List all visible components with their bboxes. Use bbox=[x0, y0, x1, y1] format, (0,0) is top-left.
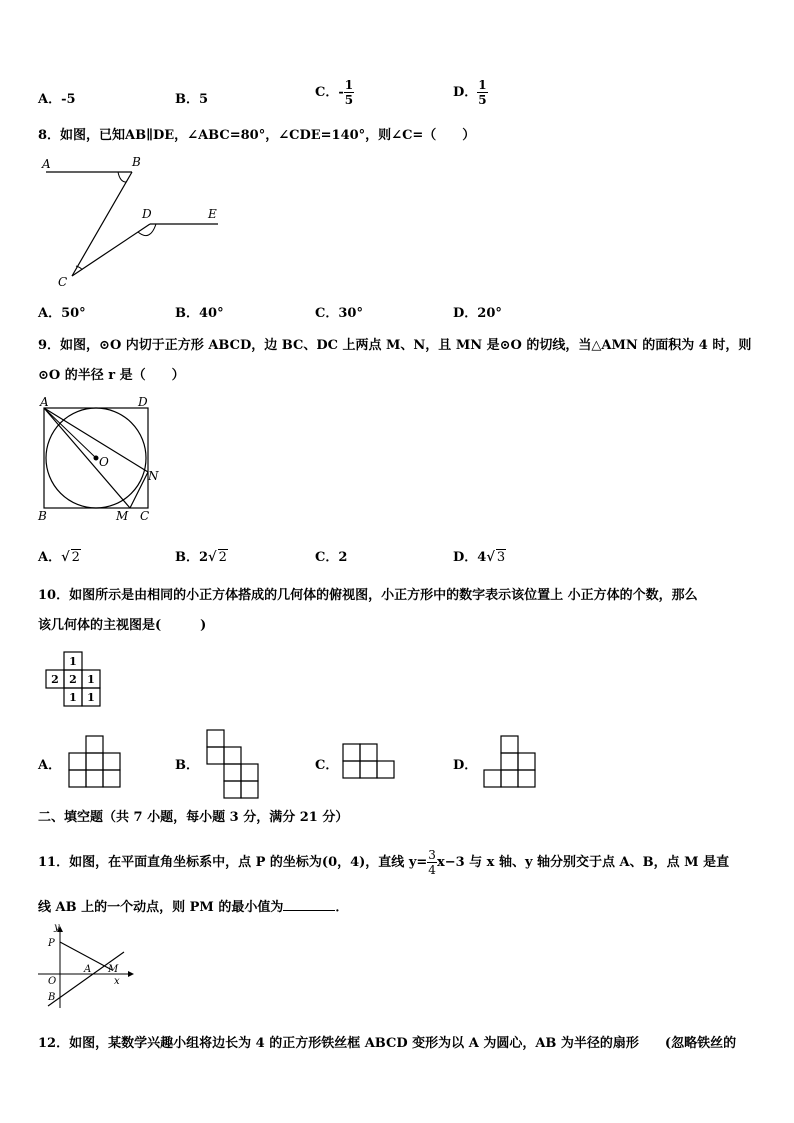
section-title: 二、填空题（共 7 小题，每小题 3 分，满分 21 分） bbox=[38, 810, 349, 825]
q8-option-c[interactable]: C．30° bbox=[315, 306, 363, 321]
q10-option-c-figure[interactable] bbox=[340, 742, 398, 780]
q9-stem-line1: 9．如图，⊙O 内切于正方形 ABCD，边 BC、DC 上两点 M、N，且 MN 是⊙O 的切线，当△AMN 的面积为 4 时，则 bbox=[38, 338, 752, 353]
q10-option-b-figure[interactable] bbox=[204, 728, 264, 800]
q11-stem-line1: 11．如图，在平面直角坐标系中，点 P 的坐标为(0，4)，直线 y= $\frac{3}{4}$ x−3 与 x 轴、y 轴分别交于点 A、B，点 M 是直 bbox=[38, 848, 730, 877]
label-o: O bbox=[99, 455, 109, 469]
center-o-dot bbox=[94, 456, 99, 461]
q8-option-b[interactable]: B．40° bbox=[175, 306, 224, 321]
label-x: x bbox=[114, 976, 120, 987]
label-m: M bbox=[108, 964, 119, 975]
grid-number: 1 bbox=[69, 691, 77, 704]
label-y: y bbox=[54, 922, 60, 933]
label-a: A bbox=[40, 395, 49, 409]
fraction: $\frac{1}{5}$ bbox=[478, 78, 487, 107]
q10-top-view-grid bbox=[42, 650, 106, 710]
q10-option-c[interactable]: C． bbox=[315, 758, 339, 773]
q7-option-c[interactable]: C．- $\frac{1}{5}$ bbox=[315, 78, 354, 107]
fraction: $\frac{3}{4}$ bbox=[428, 848, 436, 877]
q9-option-b[interactable]: B．2√ 2 bbox=[175, 550, 227, 565]
label-d: D bbox=[142, 207, 152, 221]
q10-option-d[interactable]: D． bbox=[453, 758, 478, 773]
grid-number: 2 bbox=[51, 673, 59, 686]
q9-figure bbox=[36, 394, 166, 526]
q9-option-c[interactable]: C．2 bbox=[315, 550, 348, 565]
q10-option-b[interactable]: B． bbox=[175, 758, 199, 773]
line-an bbox=[44, 408, 148, 472]
fraction: $\frac{1}{5}$ bbox=[344, 78, 354, 107]
q7-option-b[interactable]: B．5 bbox=[175, 92, 209, 107]
q10-option-a-figure[interactable] bbox=[66, 734, 124, 790]
grid-number: 1 bbox=[87, 691, 95, 704]
q8-option-d[interactable]: D．20° bbox=[453, 306, 502, 321]
label-b: B bbox=[132, 155, 141, 169]
angle-b-arc bbox=[118, 172, 126, 182]
label-o: O bbox=[48, 976, 57, 987]
q10-stem-line2: 该几何体的主视图是( ) bbox=[38, 618, 207, 633]
label-a: A bbox=[84, 964, 92, 975]
line-ab bbox=[48, 952, 124, 1006]
label-p: P bbox=[48, 938, 55, 949]
q10-option-a[interactable]: A． bbox=[38, 758, 62, 773]
label-e: E bbox=[208, 207, 217, 221]
q8-stem: 8．如图，已知AB∥DE，∠ABC=80°，∠CDE=140°，则∠C=（ ） bbox=[38, 128, 476, 143]
grid-number: 1 bbox=[69, 655, 77, 668]
q9-stem-line2: ⊙O 的半径 r 是（ ） bbox=[38, 368, 185, 383]
grid-number: 1 bbox=[87, 673, 95, 686]
q8-option-a[interactable]: A．50° bbox=[38, 306, 86, 321]
q11-figure bbox=[36, 922, 136, 1012]
label-c: C bbox=[140, 509, 150, 523]
label-b: B bbox=[48, 992, 56, 1003]
label-n: N bbox=[148, 469, 159, 483]
q8-figure bbox=[38, 150, 228, 290]
line-bc bbox=[72, 172, 132, 276]
label-d: D bbox=[138, 395, 148, 409]
q10-stem-line1: 10．如图所示是由相同的小正方体搭成的几何体的俯视图，小正方形中的数字表示该位置上 小正方体的个数，那么 bbox=[38, 588, 698, 603]
q10-option-d-figure[interactable] bbox=[481, 734, 539, 790]
label-a: A bbox=[42, 157, 51, 171]
label-m: M bbox=[116, 509, 129, 523]
q9-option-a[interactable]: A．√ 2 bbox=[38, 550, 80, 565]
label-b: B bbox=[38, 509, 47, 523]
q9-option-d[interactable]: D．4√ 3 bbox=[453, 550, 506, 565]
grid-number: 2 bbox=[69, 673, 77, 686]
q7-option-d[interactable]: D． $\frac{1}{5}$ bbox=[453, 78, 487, 107]
q7-option-a[interactable]: A．-5 bbox=[38, 92, 76, 107]
q11-stem-line2: 线 AB 上的一个动点，则 PM 的最小值为 ． bbox=[38, 900, 349, 915]
line-mn bbox=[130, 472, 148, 508]
x-arrow bbox=[128, 971, 134, 977]
answer-blank[interactable] bbox=[283, 898, 335, 911]
q12-stem: 12．如图，某数学兴趣小组将边长为 4 的正方形铁丝框 ABCD 变形为以 A 为圆心，AB 为半径的扇形 (忽略铁丝的 bbox=[38, 1036, 737, 1051]
label-c: C bbox=[58, 275, 68, 289]
line-am bbox=[44, 408, 130, 508]
